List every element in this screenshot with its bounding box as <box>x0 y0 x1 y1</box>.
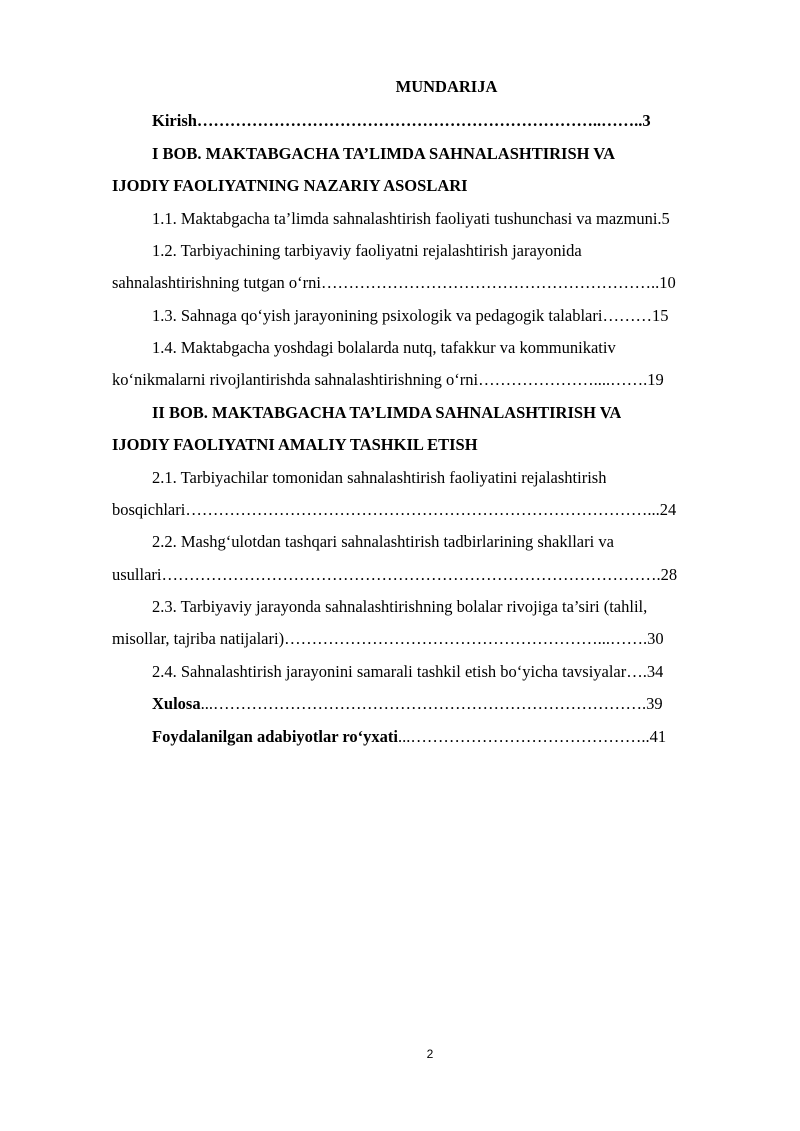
toc-chapter1-heading-line2: IJODIY FAOLIYATNING NAZARIY ASOSLARI <box>112 176 468 195</box>
toc-entry-1-3: 1.3. Sahnaga qo‘yish jarayonining psixologik va pedagogik talablari………15 <box>152 306 669 325</box>
toc-entry-2-3-line2: misollar, tajriba natijalari)…………………………………………………...…….30 <box>112 629 664 648</box>
toc-entry-1-2-line2: sahnalashtirishning tutgan o‘rni……………………………………………………..10 <box>112 273 676 292</box>
toc-entry-references-leader: ...……………………………………..41 <box>398 727 667 746</box>
page-number: 2 <box>426 1047 434 1061</box>
toc-entry-conclusion-leader: ...…………………………………………………………………….39 <box>200 694 663 713</box>
toc-entry-2-2-line2: usullari……………………………………………………………………………….28 <box>112 565 678 584</box>
toc-entry-intro: Kirish………………………………………………………………..……..3 <box>152 111 651 130</box>
toc-entry-1-4-line2: ko‘nikmalarni rivojlantirishda sahnalashtirishning o‘rni…………………....…….19 <box>112 370 664 389</box>
toc-entry-conclusion <box>152 693 663 715</box>
toc-entry-2-1-line2: bosqichlari…………………………………………………………………………...24 <box>112 500 677 519</box>
toc-title: MUNDARIJA <box>395 77 498 96</box>
toc-entry-1-2-line1: 1.2. Tarbiyachining tarbiyaviy faoliyatni rejalashtirish jarayonida <box>152 241 582 260</box>
toc-entry-1-4-line1: 1.4. Maktabgacha yoshdagi bolalarda nutq, tafakkur va kommunikativ <box>152 338 616 357</box>
toc-entry-2-4: 2.4. Sahnalashtirish jarayonini samarali tashkil etish bo‘yicha tavsiyalar….34 <box>152 662 664 681</box>
toc-entry-2-2-line1: 2.2. Mashg‘ulotdan tashqari sahnalashtirish tadbirlarining shakllari va <box>152 532 614 551</box>
toc-entry-references-label: Foydalanilgan adabiyotlar ro‘yxati <box>152 727 399 746</box>
toc-entry-1-1: 1.1. Maktabgacha ta’limda sahnalashtirish faoliyati tushunchasi va mazmuni.5 <box>152 209 670 228</box>
toc-entry-references <box>152 726 666 748</box>
toc-chapter1-heading-line1: I BOB. MAKTABGACHA TA’LIMDA SAHNALASHTIRISH VA <box>152 144 616 163</box>
toc-entry-2-3-line1: 2.3. Tarbiyaviy jarayonda sahnalashtirishning bolalar rivojiga ta’siri (tahlil, <box>152 597 648 616</box>
toc-entry-2-1-line1: 2.1. Tarbiyachilar tomonidan sahnalashtirish faoliyatini rejalashtirish <box>152 468 607 487</box>
toc-entry-conclusion-label: Xulosa <box>152 694 201 713</box>
toc-chapter2-heading-line2: IJODIY FAOLIYATNI AMALIY TASHKIL ETISH <box>112 435 478 454</box>
toc-chapter2-heading-line1: II BOB. MAKTABGACHA TA’LIMDA SAHNALASHTIRISH VA <box>152 403 622 422</box>
